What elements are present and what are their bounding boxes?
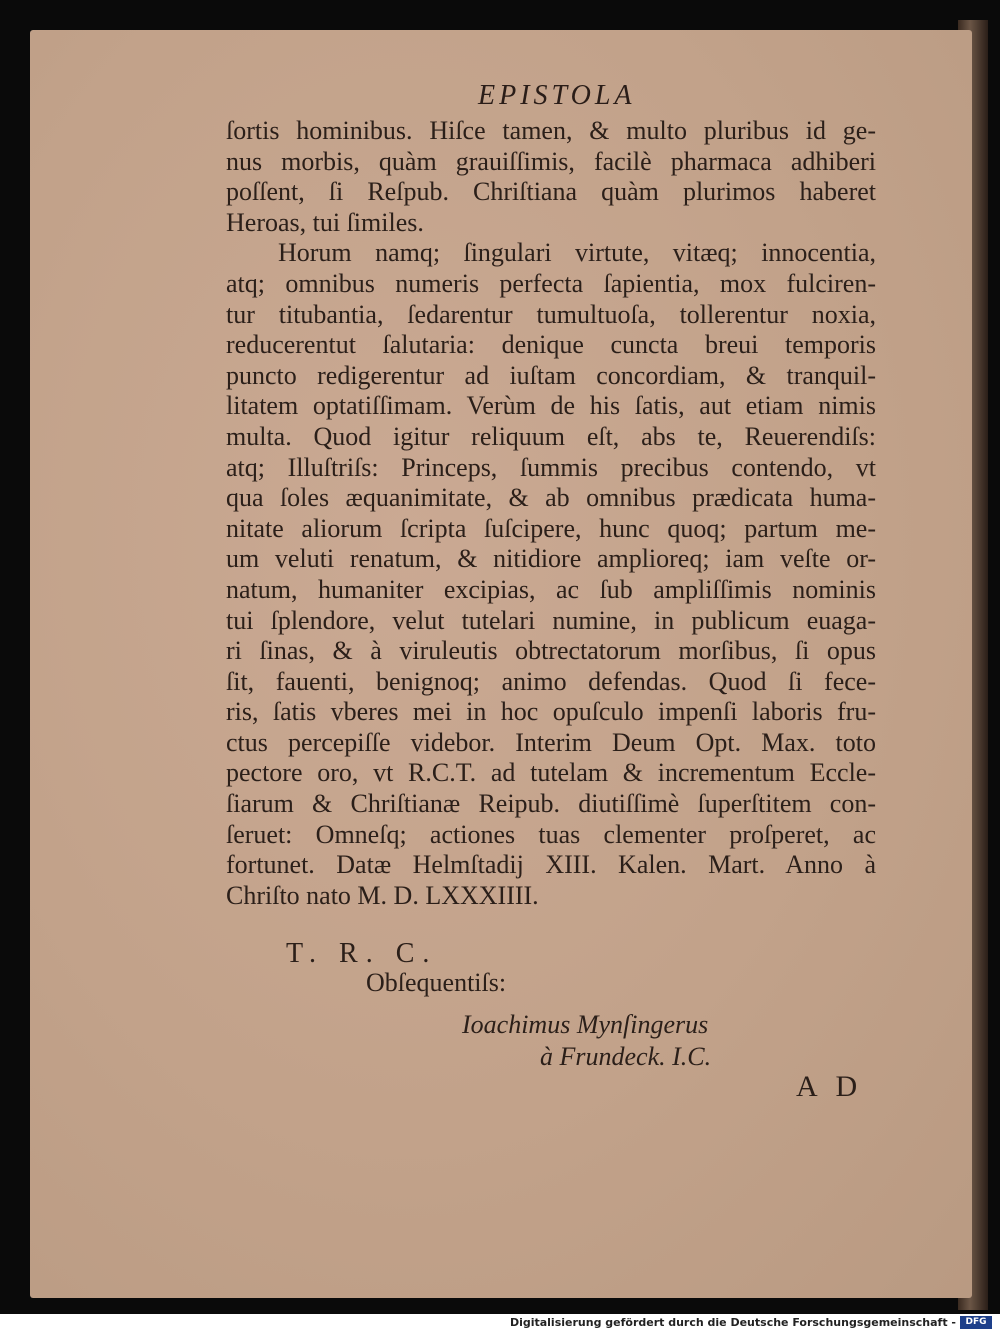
text-line: Heroas, tui ſimiles. — [226, 207, 424, 237]
signature-name: Ioachimus Mynſingerus — [462, 1010, 709, 1039]
text-line: natum, humaniter excipias, ac ſub ampliſſimis nominis — [226, 574, 876, 604]
funding-credit: Digitalisierung gefördert durch die Deutsche Forschungsgemeinschaft - — [509, 1316, 956, 1329]
text-line: ctus percepiſſe videbor. Interim Deum Opt. Max. toto — [226, 727, 876, 757]
text-line: reducerentut ſalutaria: denique cuncta breui temporis — [226, 330, 876, 360]
text-line: nus morbis, quàm grauiſſimis, facilè pharmaca adhiberi — [226, 146, 876, 176]
text-line: atq; omnibus numeris perfecta ſapientia, mox fulciren- — [226, 268, 876, 298]
dfg-logo-icon: DFG — [960, 1316, 992, 1329]
text-line: qua ſoles æquanimitate, & ab omnibus prædicata huma- — [226, 483, 876, 513]
text-line: ris, ſatis vberes mei in hoc opuſculo impenſi laboris fru- — [226, 697, 876, 727]
catchword: A D — [796, 1070, 864, 1103]
text-line: tui ſplendore, velut tutelari numine, in publicum euaga- — [226, 605, 876, 635]
closing-obsequentiss: Obſequentiſs: — [366, 968, 507, 997]
text-line: fortunet. Datæ Helmſtadij XIII. Kalen. Mart. Anno à — [226, 850, 876, 880]
text-line: ſit, fauenti, benignoq; animo defendas. Quod ſi fece- — [226, 666, 876, 696]
text-line: ſeruet: Omneſq; actiones tuas clementer proſperet, ac — [226, 819, 876, 849]
digitization-footer — [0, 1314, 1000, 1332]
closing-initials: T. R. C. — [286, 938, 438, 969]
text-line: tur titubantia, ſedarentur tumultuoſa, tollerentur noxia, — [226, 299, 876, 329]
text-line: multa. Quod igitur reliquum eſt, abs te, Reuerendiſs: — [226, 421, 876, 451]
signature-title: à Frundeck. I.C. — [540, 1042, 712, 1071]
text-line: poſſent, ſi Reſpub. Chriſtiana quàm plurimos haberet — [226, 177, 876, 207]
letter-body — [226, 116, 876, 911]
running-header: EPISTOLA — [478, 80, 636, 111]
text-line: puncto redigerentur ad iuſtam concordiam, & tranquil- — [226, 360, 876, 390]
text-line: atq; Illuſtriſs: Princeps, ſummis precibus contendo, vt — [226, 452, 876, 482]
text-line: Chriſto nato M. D. LXXXIIII. — [226, 880, 539, 910]
text-line: um veluti renatum, & nitidiore amplioreq; iam veſte or- — [226, 544, 876, 574]
text-line: litatem optatiſſimam. Verùm de his ſatis, aut etiam nimis — [226, 391, 876, 421]
text-line: ſiarum & Chriſtianæ Reipub. diutiſſimè ſuperſtitem con- — [226, 789, 876, 819]
text-line: ſortis hominibus. Hiſce tamen, & multo pluribus id ge- — [226, 116, 876, 145]
text-line: ri ſinas, & à viruleutis obtrectatorum morſibus, ſi opus — [226, 636, 876, 666]
text-line: pectore oro, vt R.C.T. ad tutelam & incrementum Eccle- — [226, 758, 876, 788]
text-line: nitate aliorum ſcripta ſuſcipere, hunc quoq; partum me- — [226, 513, 876, 543]
text-line: Horum namq; ſingulari virtute, vitæq; innocentia, — [278, 238, 876, 268]
